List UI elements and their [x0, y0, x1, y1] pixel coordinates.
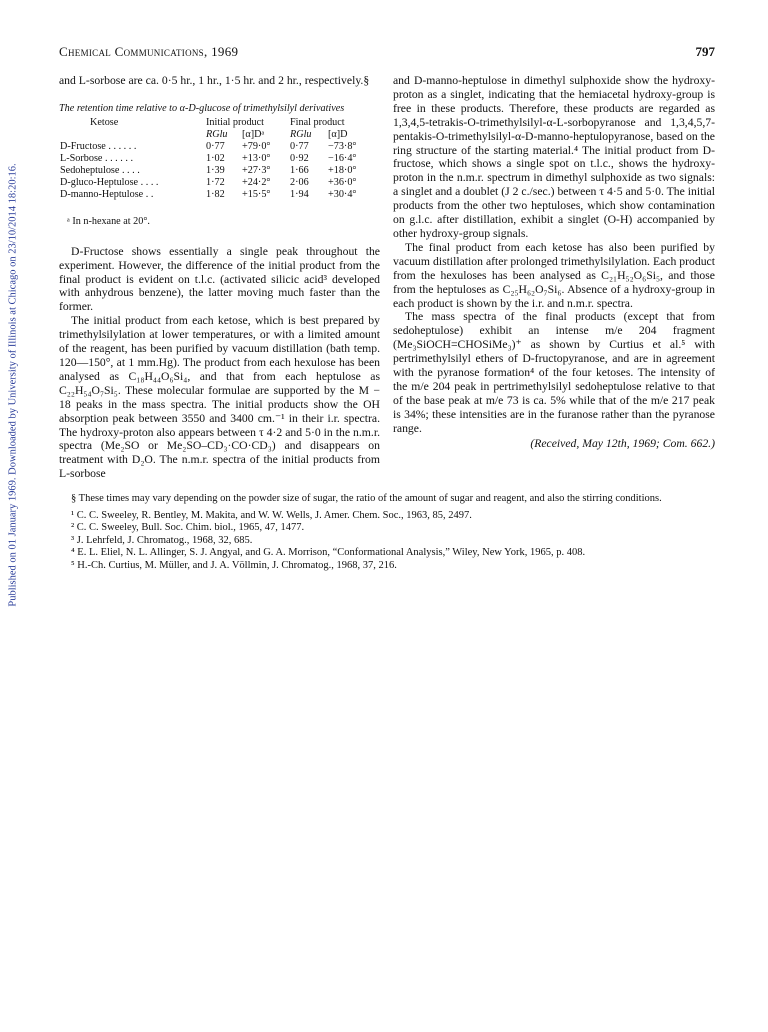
retention-time-table	[59, 117, 374, 201]
row-ketose-name: D-Fructose . . . . . .	[60, 140, 137, 152]
reference-item: ³ J. Lehrfeld, J. Chromatog., 1968, 32, 685.	[71, 534, 253, 546]
row-ketose-name: L-Sorbose . . . . . .	[60, 152, 134, 164]
right-paragraph-nmr: and D-manno-heptulose in dimethyl sulphoxide show the hydroxy-proton as a singlet, indicating that the hemiacetal hydroxy-group is free in these products. Therefore, these products are regarded as 1,3,4,5-tetrakis-O-trimethylsilyl-α-L-sorbopyranose and 1,3,4,5,7-pentakis-O-trimethylsilyl-α-D-manno-heptulopyranose, based on the ring structure of the starting material.⁴ The initial product from D-fructose, which shows a single spot on t.l.c., shows the hydroxy-proton in the n.m.r. spectrum in dimethyl sulphoxide as two signals: a singlet and a doublet (J 2 c./sec.) between τ 4·5 and 5·0. The initial products from the other two heptuloses, which show contamination on g.l.c. after distillation, exhibit a singlet (O-H) accompanied by other hydroxy-group signals.	[393, 74, 715, 240]
page-header	[59, 44, 715, 62]
row-final-rotation: +18·0°	[328, 164, 357, 176]
reference-item: ⁵ H.-Ch. Curtius, M. Müller, and J. A. Völlmin, J. Chromatog., 1968, 37, 216.	[71, 559, 397, 571]
download-watermark-text: Published on 01 January 1969. Downloaded by University of Illinois at Chicago on 23/10/2014 18:20:16.	[7, 163, 19, 607]
row-final-rotation: +36·0°	[328, 176, 357, 188]
row-initial-rglu: 1·39	[206, 164, 225, 176]
left-intro-paragraph: and L-sorbose are ca. 0·5 hr., 1 hr., 1·5 hr. and 2 hr., respectively.§	[59, 74, 370, 87]
reference-item: ² C. C. Sweeley, Bull. Soc. Chim. biol., 1965, 47, 1477.	[71, 522, 305, 534]
col-header-ketose: Ketose	[90, 116, 119, 128]
row-initial-rglu: 1·72	[206, 176, 225, 188]
right-column	[393, 74, 715, 450]
left-paragraph-initial-product: The initial product from each ketose, which is best prepared by trimethylsilylation at lower temperatures, or with a limited amount of the reagent, has been purified by vacuum distillation (bath temp. 120—150°, at 1 mm.Hg). The product from each hexulose has been analysed as C₁₈H₄₄O₆Si₄, and that from each heptulose as C₂₂H₅₄O₇Si₅. These molecular formulae are supported by the M − 18 peaks in the mass spectra. The initial products show the OH absorption peak between 3550 and 3400 cm.⁻¹ in their i.r. spectra. The hydroxy-proton also appears between τ 4·2 and 5·0 in the n.m.r. spectra (Me₂SO or Me₂SO–CD₃·CO·CD₃) and disappears on treatment with D₂O. The n.m.r. spectra of the initial products from L-sorbose	[59, 314, 380, 481]
journal-name: Chemical Communications,	[59, 44, 208, 59]
row-initial-rglu: 1·82	[206, 188, 225, 200]
left-column	[59, 74, 380, 481]
table-footnote: ᵃ In n-hexane at 20°.	[67, 215, 150, 227]
received-line: (Received, May 12th, 1969; Com. 662.)	[530, 436, 715, 450]
table-header-row	[59, 117, 374, 129]
row-initial-rotation: +79·0°	[242, 140, 271, 152]
table-row	[59, 141, 374, 153]
reference-item: ¹ C. C. Sweeley, R. Bentley, M. Makita, and W. W. Wells, J. Amer. Chem. Soc., 1963, 85, 2497.	[71, 509, 472, 521]
page-number: 797	[695, 44, 715, 59]
subheader-alpha-final: [α]D	[328, 128, 348, 140]
row-final-rglu: 0·92	[290, 152, 309, 164]
table-row	[59, 153, 374, 165]
row-final-rglu: 0·77	[290, 140, 309, 152]
subheader-rglu-final: RGlu	[290, 128, 312, 140]
row-final-rglu: 1·94	[290, 188, 309, 200]
reference-item: ⁴ E. L. Eliel, N. L. Allinger, S. J. Angyal, and G. A. Morrison, “Conformational Analysis,” Wiley, New York, 1965, p. 408.	[71, 547, 586, 559]
row-initial-rglu: 0·77	[206, 140, 225, 152]
download-watermark-sidebar	[2, 150, 24, 620]
journal-year: 1969	[211, 44, 239, 59]
subheader-alpha-initial: [α]Dᵃ	[242, 128, 265, 140]
col-header-final-product: Final product	[290, 116, 345, 128]
row-ketose-name: D-gluco-Heptulose . . . .	[60, 176, 159, 188]
row-initial-rglu: 1·02	[206, 152, 225, 164]
row-final-rotation: −16·4°	[328, 152, 357, 164]
table-row	[59, 165, 374, 177]
row-initial-rotation: +15·5°	[242, 188, 271, 200]
row-final-rglu: 2·06	[290, 176, 309, 188]
section-footnote: § These times may vary depending on the powder size of sugar, the ratio of the amount of sugar and reagent, and also the stirring conditions.	[71, 493, 662, 504]
table-row	[59, 189, 374, 201]
left-paragraph-fructose: D-Fructose shows essentially a single peak throughout the experiment. However, the difference of the initial product from the final product is evident on t.l.c. (activated silicic acid³ developed with anhydrous benzene), the latter moving much faster than the former.	[59, 244, 380, 314]
row-final-rglu: 1·66	[290, 164, 309, 176]
right-paragraph-mass-spectra: The mass spectra of the final products (except that from sedoheptulose) exhibit an intense m/e 204 fragment (Me₃SiOCH=CHOSiMe₃)⁺ as shown by Curtius et al.⁵ with pertrimethylsilyl ethers of D-fructopyranose, and are in agreement with the pyranose formation⁴ of the four ketoses. The intensity of the m/e 204 peak in pertrimethylsilyl sedoheptulose relative to that of the base peak at m/e 73 is ca. 5% while that of the m/e 217 peak is 34%; these intensities are in the furanose rather than the pyranose range.	[393, 310, 715, 435]
row-final-rotation: +30·4°	[328, 188, 357, 200]
table-subheader-row	[59, 129, 374, 141]
right-paragraph-final-product: The final product from each ketose has also been purified by vacuum distillation after prolonged trimethylsilylation. Each product from the hexuloses has been analysed as C₂₁H₅₂O₆Si₅, and those from the heptuloses as C₂₅H₆₂O₇Si₆. Absence of a hydroxy-group in each product is shown by the i.r. and n.m.r. spectra.	[393, 240, 715, 310]
row-ketose-name: D-manno-Heptulose . .	[60, 188, 154, 200]
row-initial-rotation: +24·2°	[242, 176, 271, 188]
row-initial-rotation: +13·0°	[242, 152, 271, 164]
footnotes-section	[59, 493, 715, 573]
row-ketose-name: Sedoheptulose . . . .	[60, 164, 140, 176]
row-final-rotation: −73·8°	[328, 140, 357, 152]
row-initial-rotation: +27·3°	[242, 164, 271, 176]
journal-title	[59, 44, 238, 60]
subheader-rglu-initial: RGlu	[206, 128, 228, 140]
table-caption: The retention time relative to α-D-glucose of trimethylsilyl derivatives	[59, 102, 345, 114]
table-row	[59, 177, 374, 189]
col-header-initial-product: Initial product	[206, 116, 264, 128]
